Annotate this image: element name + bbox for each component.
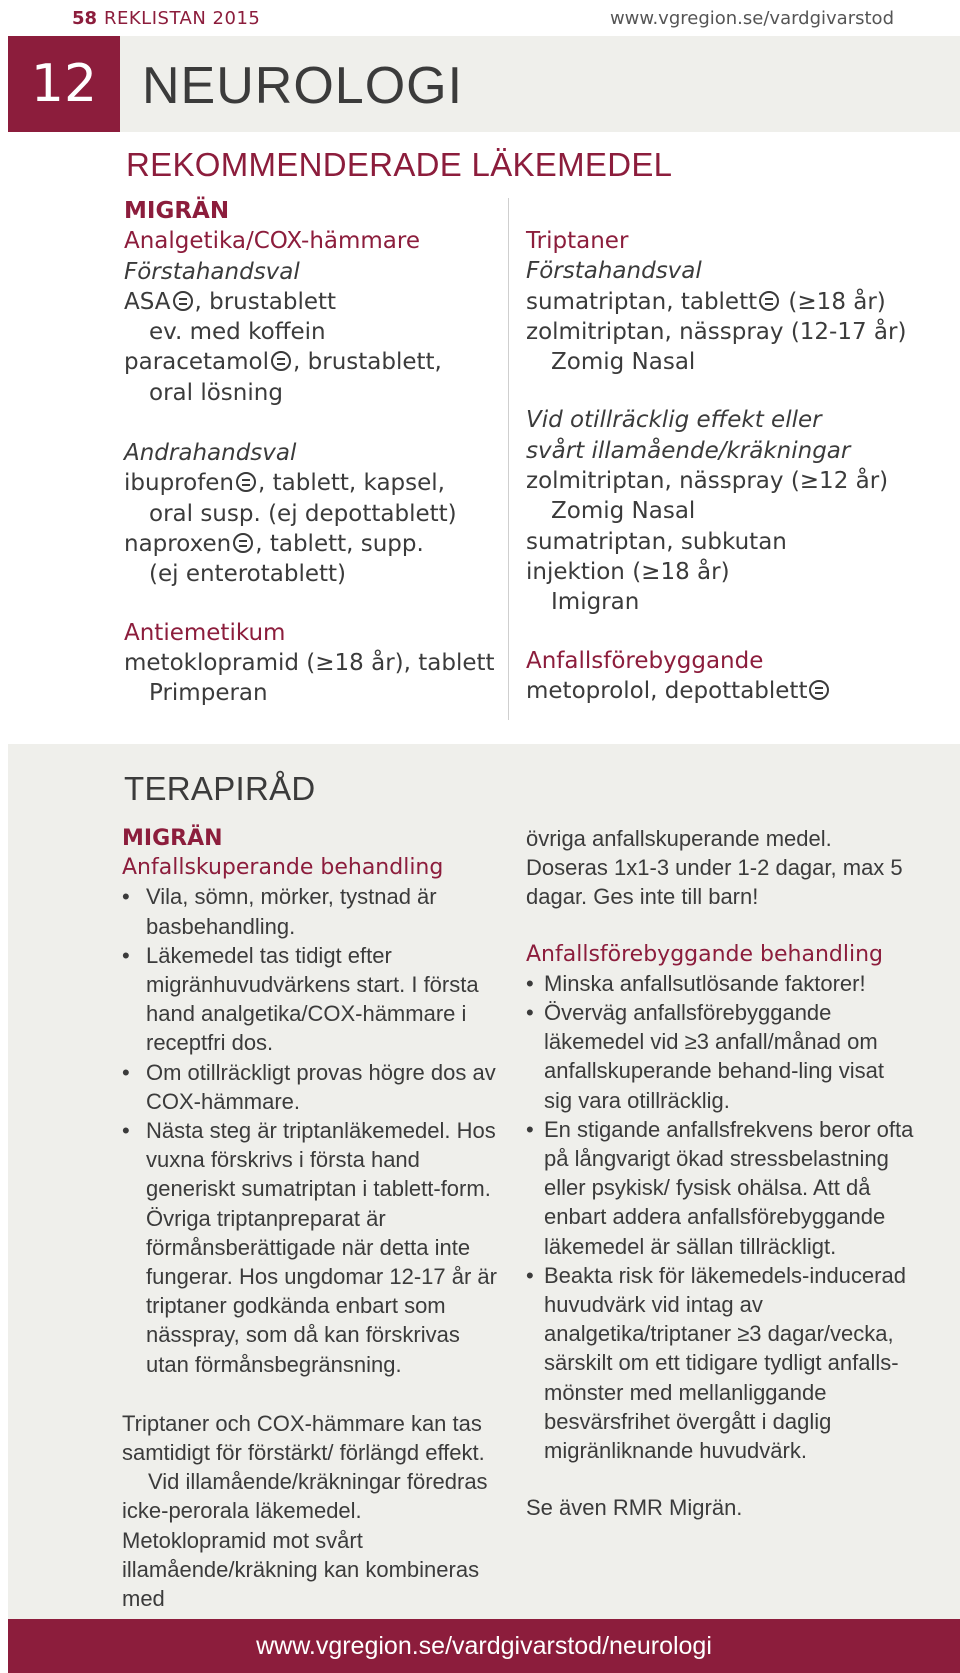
header-url[interactable]: www.vgregion.se/vardgivarstod <box>609 8 894 29</box>
second-choice-label: Andrahandsval <box>124 440 297 467</box>
acute-treatment-list <box>122 882 502 1378</box>
drug-name: ASA <box>124 288 171 315</box>
drug-entry-paracetamol <box>124 347 504 377</box>
drug-note: oral lösning <box>149 379 283 406</box>
column-divider <box>508 198 509 720</box>
page-number: 58 <box>72 8 98 29</box>
first-choice-label: Förstahandsval <box>526 258 702 285</box>
drug-form: , brustablett <box>194 288 337 315</box>
recommended-left-column <box>124 196 504 708</box>
drug-entry-sumatriptan-sc: sumatriptan, subkutan <box>526 528 787 555</box>
therapy-right-column <box>526 824 916 1522</box>
drug-form: , brustablett, <box>293 349 442 376</box>
preventive-treatment-list <box>526 969 916 1465</box>
chapter-number: 12 <box>8 36 120 132</box>
drug-age: (≥18 år) <box>781 288 886 315</box>
treatment-subheading: Anfallsförebyggande behandling <box>526 941 884 967</box>
drug-name: metoprolol, depottablett <box>526 677 808 704</box>
first-choice-label: Förstahandsval <box>124 258 300 285</box>
drug-entry-metoprolol <box>526 676 926 706</box>
brand-name: Imigran <box>551 589 640 616</box>
drug-group-heading: Antiemetikum <box>124 619 286 646</box>
see-also-reference: Se även RMR Migrän. <box>526 1495 743 1521</box>
running-title: REKLISTAN 2015 <box>104 8 261 29</box>
therapy-left-column <box>122 824 502 1613</box>
list-item: • Vila, sömn, mörker, tystnad är basbehandling. <box>122 882 502 940</box>
brand-name: Zomig Nasal <box>551 498 696 525</box>
paragraph: Vid illamående/kräkningar föredras icke-perorala läkemedel. Metoklopramid mot svårt illamående/kräkning kan kombineras med <box>122 1469 488 1612</box>
drug-form: , tablett, supp. <box>255 530 424 557</box>
list-item: • Om otillräckligt provas högre dos av COX-hämmare. <box>122 1058 502 1116</box>
drug-entry-zolmitriptan: zolmitriptan, nässpray (12-17 år) <box>526 318 907 345</box>
list-item: • Nästa steg är triptanläkemedel. Hos vuxna förskrivs i första hand generiskt sumatriptan i tablett-form. Övriga triptanpreparat är förmånsberättigade när detta inte fungerar. Hos ungdomar 12-17 år är triptaner godkända enbart som nässpray, som då kan förskrivas utan förmånsbegränsning. <box>122 1116 502 1379</box>
paragraph: Triptaner och COX-hämmare kan tas samtidigt för förstärkt/ förlängd effekt. <box>122 1410 485 1466</box>
footer-url[interactable]: www.vgregion.se/vardgivarstod/neurologi <box>256 1631 712 1660</box>
condition-heading: MIGRÄN <box>122 826 223 851</box>
insufficient-effect-label: Vid otillräcklig effekt eller <box>526 407 822 434</box>
drug-name: sumatriptan, tablett <box>526 288 758 315</box>
therapy-advice-heading: TERAPIRÅD <box>124 770 316 807</box>
generic-substitution-icon <box>809 680 829 700</box>
treatment-subheading: Anfallskuperande behandling <box>122 855 444 881</box>
drug-form: , tablett, kapsel, <box>258 470 445 497</box>
chapter-title: NEUROLOGI <box>142 57 464 115</box>
paragraph-continuation: övriga anfallskuperande medel. Doseras 1x1-3 under 1-2 dagar, max 5 dagar. Ges inte till barn! <box>526 826 903 910</box>
recommended-right-column <box>526 226 926 706</box>
generic-substitution-icon <box>173 291 193 311</box>
list-item: • Läkemedel tas tidigt efter migränhuvudvärkens start. I första hand analgetika/COX-hämmare i receptfri dos. <box>122 941 502 1058</box>
list-item: • Överväg anfallsförebyggande läkemedel vid ≥3 anfall/månad om anfallskuperande behand-ling visat sig vara otillräcklig. <box>526 998 916 1115</box>
brand-name: Zomig Nasal <box>551 349 696 376</box>
list-item: • En stigande anfallsfrekvens beror ofta på långvarigt ökad stressbelastning eller psykisk/ fysisk ohälsa. Att då enbart addera anfallsförebyggande läkemedel är sällan tillräckligt. <box>526 1115 916 1261</box>
drug-entry-zolmitriptan-2: zolmitriptan, nässpray (≥12 år) <box>526 468 889 495</box>
list-item: • Minska anfallsutlösande faktorer! <box>526 969 916 998</box>
list-item: • Beakta risk för läkemedels-inducerad huvudvärk vid intag av analgetika/triptaner ≥3 dagar/vecka, särskilt om ett tidigare tydligt anfalls-mönster med mellanliggande besvärsfrihet övergått i daglig migränliknande huvudvärk. <box>526 1261 916 1465</box>
drug-note: ev. med koffein <box>149 319 326 346</box>
drug-entry-asa <box>124 287 504 317</box>
drug-entry-metoklopramid: metoklopramid (≥18 år), tablett <box>124 649 495 676</box>
running-header <box>0 0 960 36</box>
drug-group-heading: Anfallsförebyggande <box>526 647 764 674</box>
drug-note: oral susp. (ej depottablett) <box>149 500 457 527</box>
drug-group-heading: Triptaner <box>526 228 629 254</box>
generic-substitution-icon <box>233 533 253 553</box>
drug-name: ibuprofen <box>124 470 235 497</box>
footer-bar <box>8 1619 960 1673</box>
condition-heading: MIGRÄN <box>124 198 230 224</box>
drug-name: paracetamol <box>124 349 270 376</box>
drug-entry-sumatriptan-sc-2: injektion (≥18 år) <box>526 558 730 585</box>
drug-note: (ej enterotablett) <box>149 561 347 588</box>
generic-substitution-icon <box>271 351 291 371</box>
brand-name: Primperan <box>149 680 268 707</box>
generic-substitution-icon <box>759 291 779 311</box>
recommended-drugs-heading: REKOMMENDERADE LÄKEMEDEL <box>126 146 673 183</box>
drug-entry-naproxen <box>124 529 504 559</box>
drug-entry-ibuprofen <box>124 468 504 498</box>
drug-entry-sumatriptan <box>526 287 926 317</box>
drug-group-heading: Analgetika/COX-hämmare <box>124 228 420 255</box>
drug-name: naproxen <box>124 530 232 557</box>
generic-substitution-icon <box>236 472 256 492</box>
insufficient-effect-label-2: svårt illamående/kräkningar <box>526 437 851 464</box>
